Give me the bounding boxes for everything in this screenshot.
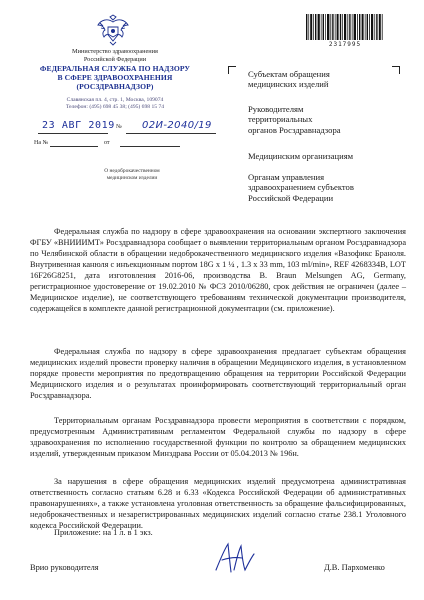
na-label: На № xyxy=(34,140,49,146)
date-underline xyxy=(38,133,108,134)
agency-line-3: (РОСЗДРАВНАДЗОР) xyxy=(76,82,154,91)
ministry-line-2: Российской Федерации xyxy=(83,55,147,63)
ministry-line-1: Министерство здравоохранения xyxy=(72,48,158,55)
addressee-2: Руководителям территориальных органов Росздравнадзора xyxy=(248,104,341,135)
signatory-name: Д.В. Пархоменко xyxy=(324,563,385,572)
na-underline xyxy=(50,146,98,147)
agency-line-1: ФЕДЕРАЛЬНАЯ СЛУЖБА ПО НАДЗОРУ xyxy=(39,64,191,73)
agency-address xyxy=(30,97,200,111)
subject-line-2: медицинском изделии xyxy=(106,174,158,181)
address-bracket-left xyxy=(228,66,236,74)
attachment-note: Приложение: на 1 л. в 1 экз. xyxy=(54,528,153,537)
number-prefix: № xyxy=(116,124,122,130)
registration-row xyxy=(34,121,224,135)
reference-row xyxy=(34,138,224,148)
body-paragraph-4: За нарушения в сфере обращения медицинских изделий предусмотрена административная ответственность согласно статьям 6.28 и 6.33 «Кодекса Российской Федерации об административных правонарушениях», а также установлена уголовная ответственность за обращение фальсифицированных, недоброкачественных и незарегистрированных медицинских изделий согласно статье 238.1 Уголовного кодекса Российской Федерации. xyxy=(30,477,406,531)
ot-label: от xyxy=(104,140,110,146)
registration-number: 02И-2040/19 xyxy=(142,120,212,131)
body-paragraph-3: Территориальным органам Росздравнадзора провести мероприятия в соответствии с порядком, предусмотренным Административным регламентом Федеральной службы по надзору в сфере здравоохранения по исполнению государственной функции по контролю за обращением медицинских изделий, утвержденным приказом Минздрава России от 05.04.2013 № 196н. xyxy=(30,416,406,459)
number-underline xyxy=(126,133,216,134)
body-paragraph-1: Федеральная служба по надзору в сфере здравоохранения на основании экспертного заключения ФГБУ «ВНИИИМТ» Росздравнадзора сообщает о выявлении территориальным органом Росздравнадзора по Челябинской области в обращении недоброкачественного медицинского изделия «Вазофикс Браноля. Внутривенная канюля с инъекционным портом 18G х 1 ¼ , 1.3 х 33 mm, 103 ml/min», REF 4268334B, LOT 16F26G8251, дата изготовления 2016-06, производства B. Braun Melsungen AG, Germany, регистрационное удостоверение от 19.02.2010 № ФСЗ 2010/06280, срок действия не ограничен (далее – Медицинское изделие), не соответствующего требованиям технической документации производителя, содержащейся в комплекте данной регистрационной документации (см. приложение). xyxy=(30,227,406,314)
signatory-position: Врио руководителя xyxy=(30,563,99,572)
body-paragraph-2: Федеральная служба по надзору в сфере здравоохранения предлагает субъектам обращения медицинских изделий провести проверку наличия в обращении Медицинского изделия, в установленном порядке провести мероприятия по предотвращению обращения на территории Российской Федерации Медицинского изделия и о результатах проинформировать соответствующий территориальный орган Росздравнадзора. xyxy=(30,347,406,401)
ot-underline xyxy=(120,146,180,147)
phone-line: Телефон: (495) 698 45 38; (495) 698 15 74 xyxy=(65,104,165,110)
subject-line xyxy=(82,168,182,181)
addressee-3: Медицинским организациям xyxy=(248,151,354,161)
signature-mark xyxy=(208,540,258,576)
agency-line-2: В СФЕРЕ ЗДРАВООХРАНЕНИЯ xyxy=(57,73,173,82)
address-line: Славянская пл. 4, стр. 1, Москва, 109074 xyxy=(66,97,164,103)
barcode xyxy=(305,14,385,40)
agency-name xyxy=(30,64,200,91)
emblem-icon xyxy=(96,14,130,46)
registration-date: 23 АВГ 2019 xyxy=(42,120,115,131)
barcode-number: 2317995 xyxy=(328,41,362,48)
ministry-name xyxy=(50,48,180,63)
subject-line-1: О недоброкачественном xyxy=(104,168,160,174)
addressee-1: Субъектам обращения медицинских изделий xyxy=(248,69,330,90)
addressee-4: Органам управления здравоохранением субъектов Российской Федерации xyxy=(248,172,354,203)
